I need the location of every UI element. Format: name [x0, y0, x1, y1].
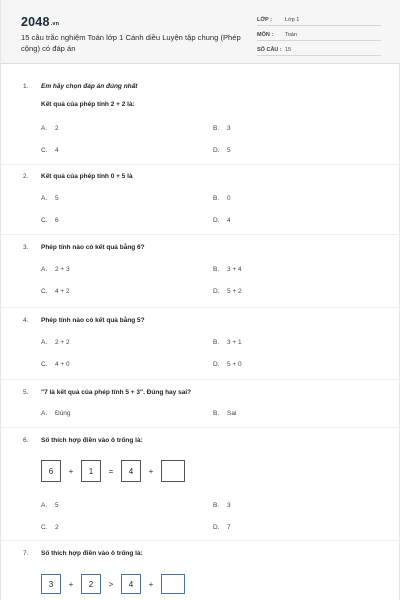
- meta-subject-label: MÔN :: [257, 32, 274, 38]
- option-b[interactable]: B. 3: [213, 125, 231, 132]
- option-c[interactable]: C. 2: [41, 524, 59, 531]
- blank-answer-box[interactable]: [161, 460, 185, 482]
- meta-class-label: LỚP :: [257, 17, 272, 23]
- option-a[interactable]: A. 2 + 3: [41, 266, 70, 273]
- operator: +: [148, 579, 154, 589]
- operator: +: [148, 466, 154, 476]
- operator: +: [68, 579, 74, 589]
- option-c[interactable]: C. 4 + 2: [41, 288, 70, 295]
- equation: [41, 459, 185, 483]
- equation: [41, 572, 185, 596]
- option-b[interactable]: B. 3 + 4: [213, 266, 242, 273]
- option-b[interactable]: B. 0: [213, 195, 231, 202]
- meta-count-value: 15: [285, 47, 292, 53]
- number-box: 4: [121, 460, 141, 482]
- divider: [1, 427, 400, 428]
- question-number: 7.: [23, 550, 29, 557]
- question-number: 4.: [23, 317, 29, 324]
- question-text: Kết quả của phép tính 0 + 5 là: [41, 173, 133, 180]
- divider: [1, 540, 400, 541]
- meta-count: [257, 45, 381, 56]
- logo-sub: .vn: [50, 21, 60, 27]
- option-c[interactable]: C. 6: [41, 217, 59, 224]
- option-d[interactable]: D. 5 + 0: [213, 361, 242, 368]
- divider: [1, 164, 400, 165]
- option-b[interactable]: B. 3: [213, 502, 231, 509]
- number-box: 4: [121, 574, 141, 594]
- option-d[interactable]: D. 4: [213, 217, 231, 224]
- divider: [1, 307, 400, 308]
- operator: +: [68, 466, 74, 476]
- option-a[interactable]: A. 2 + 2: [41, 339, 70, 346]
- option-d[interactable]: D. 5: [213, 147, 231, 154]
- meta-class-value: Lớp 1: [285, 17, 300, 23]
- question-text: Số thích hợp điền vào ô trống là:: [41, 550, 143, 557]
- question-text: Kết quả của phép tính 2 + 2 là:: [41, 101, 135, 108]
- question-number: 3.: [23, 244, 29, 251]
- question-text: Số thích hợp điền vào ô trống là:: [41, 437, 143, 444]
- meta-count-label: SỐ CÂU :: [257, 47, 282, 53]
- document-title: 15 câu trắc nghiệm Toán lớp 1 Cánh diều Luyện tập chung (Phép cộng) có đáp án: [21, 33, 241, 53]
- meta-class: [257, 15, 381, 26]
- option-a[interactable]: A. 2: [41, 125, 59, 132]
- number-box: 3: [41, 574, 61, 594]
- meta-subject-value: Toán: [285, 32, 297, 38]
- question-text: Phép tính nào có kết quả bằng 6?: [41, 244, 145, 251]
- question-number: 6.: [23, 437, 29, 444]
- divider: [1, 379, 400, 380]
- site-logo[interactable]: [21, 15, 59, 29]
- option-a[interactable]: A. 5: [41, 502, 59, 509]
- question-number: 1.: [23, 83, 29, 90]
- number-box: 2: [81, 574, 101, 594]
- question-number: 2.: [23, 173, 29, 180]
- divider: [1, 234, 400, 235]
- number-box: 1: [81, 460, 101, 482]
- question-number: 5.: [23, 389, 29, 396]
- option-d[interactable]: D. 5 + 2: [213, 288, 242, 295]
- question-text: Phép tính nào có kết quả bằng 5?: [41, 317, 145, 324]
- logo-main: 2048: [21, 15, 50, 29]
- meta-subject: [257, 30, 381, 41]
- option-c[interactable]: C. 4: [41, 147, 59, 154]
- number-box: 6: [41, 460, 61, 482]
- blank-answer-box[interactable]: [161, 574, 185, 594]
- question-text: "7 là kết quả của phép tính 5 + 3". Đúng hay sai?: [41, 389, 192, 396]
- option-d[interactable]: D. 7: [213, 524, 231, 531]
- option-a[interactable]: A. 5: [41, 195, 59, 202]
- operator: >: [108, 579, 114, 589]
- option-b[interactable]: B. 3 + 1: [213, 339, 242, 346]
- option-c[interactable]: C. 4 + 0: [41, 361, 70, 368]
- operator: =: [108, 466, 114, 476]
- worksheet-header: [1, 0, 400, 64]
- option-a[interactable]: A. Đúng: [41, 410, 71, 417]
- question-instruction: Em hãy chọn đáp án đúng nhất: [41, 83, 138, 90]
- option-b[interactable]: B. Sai: [213, 410, 237, 417]
